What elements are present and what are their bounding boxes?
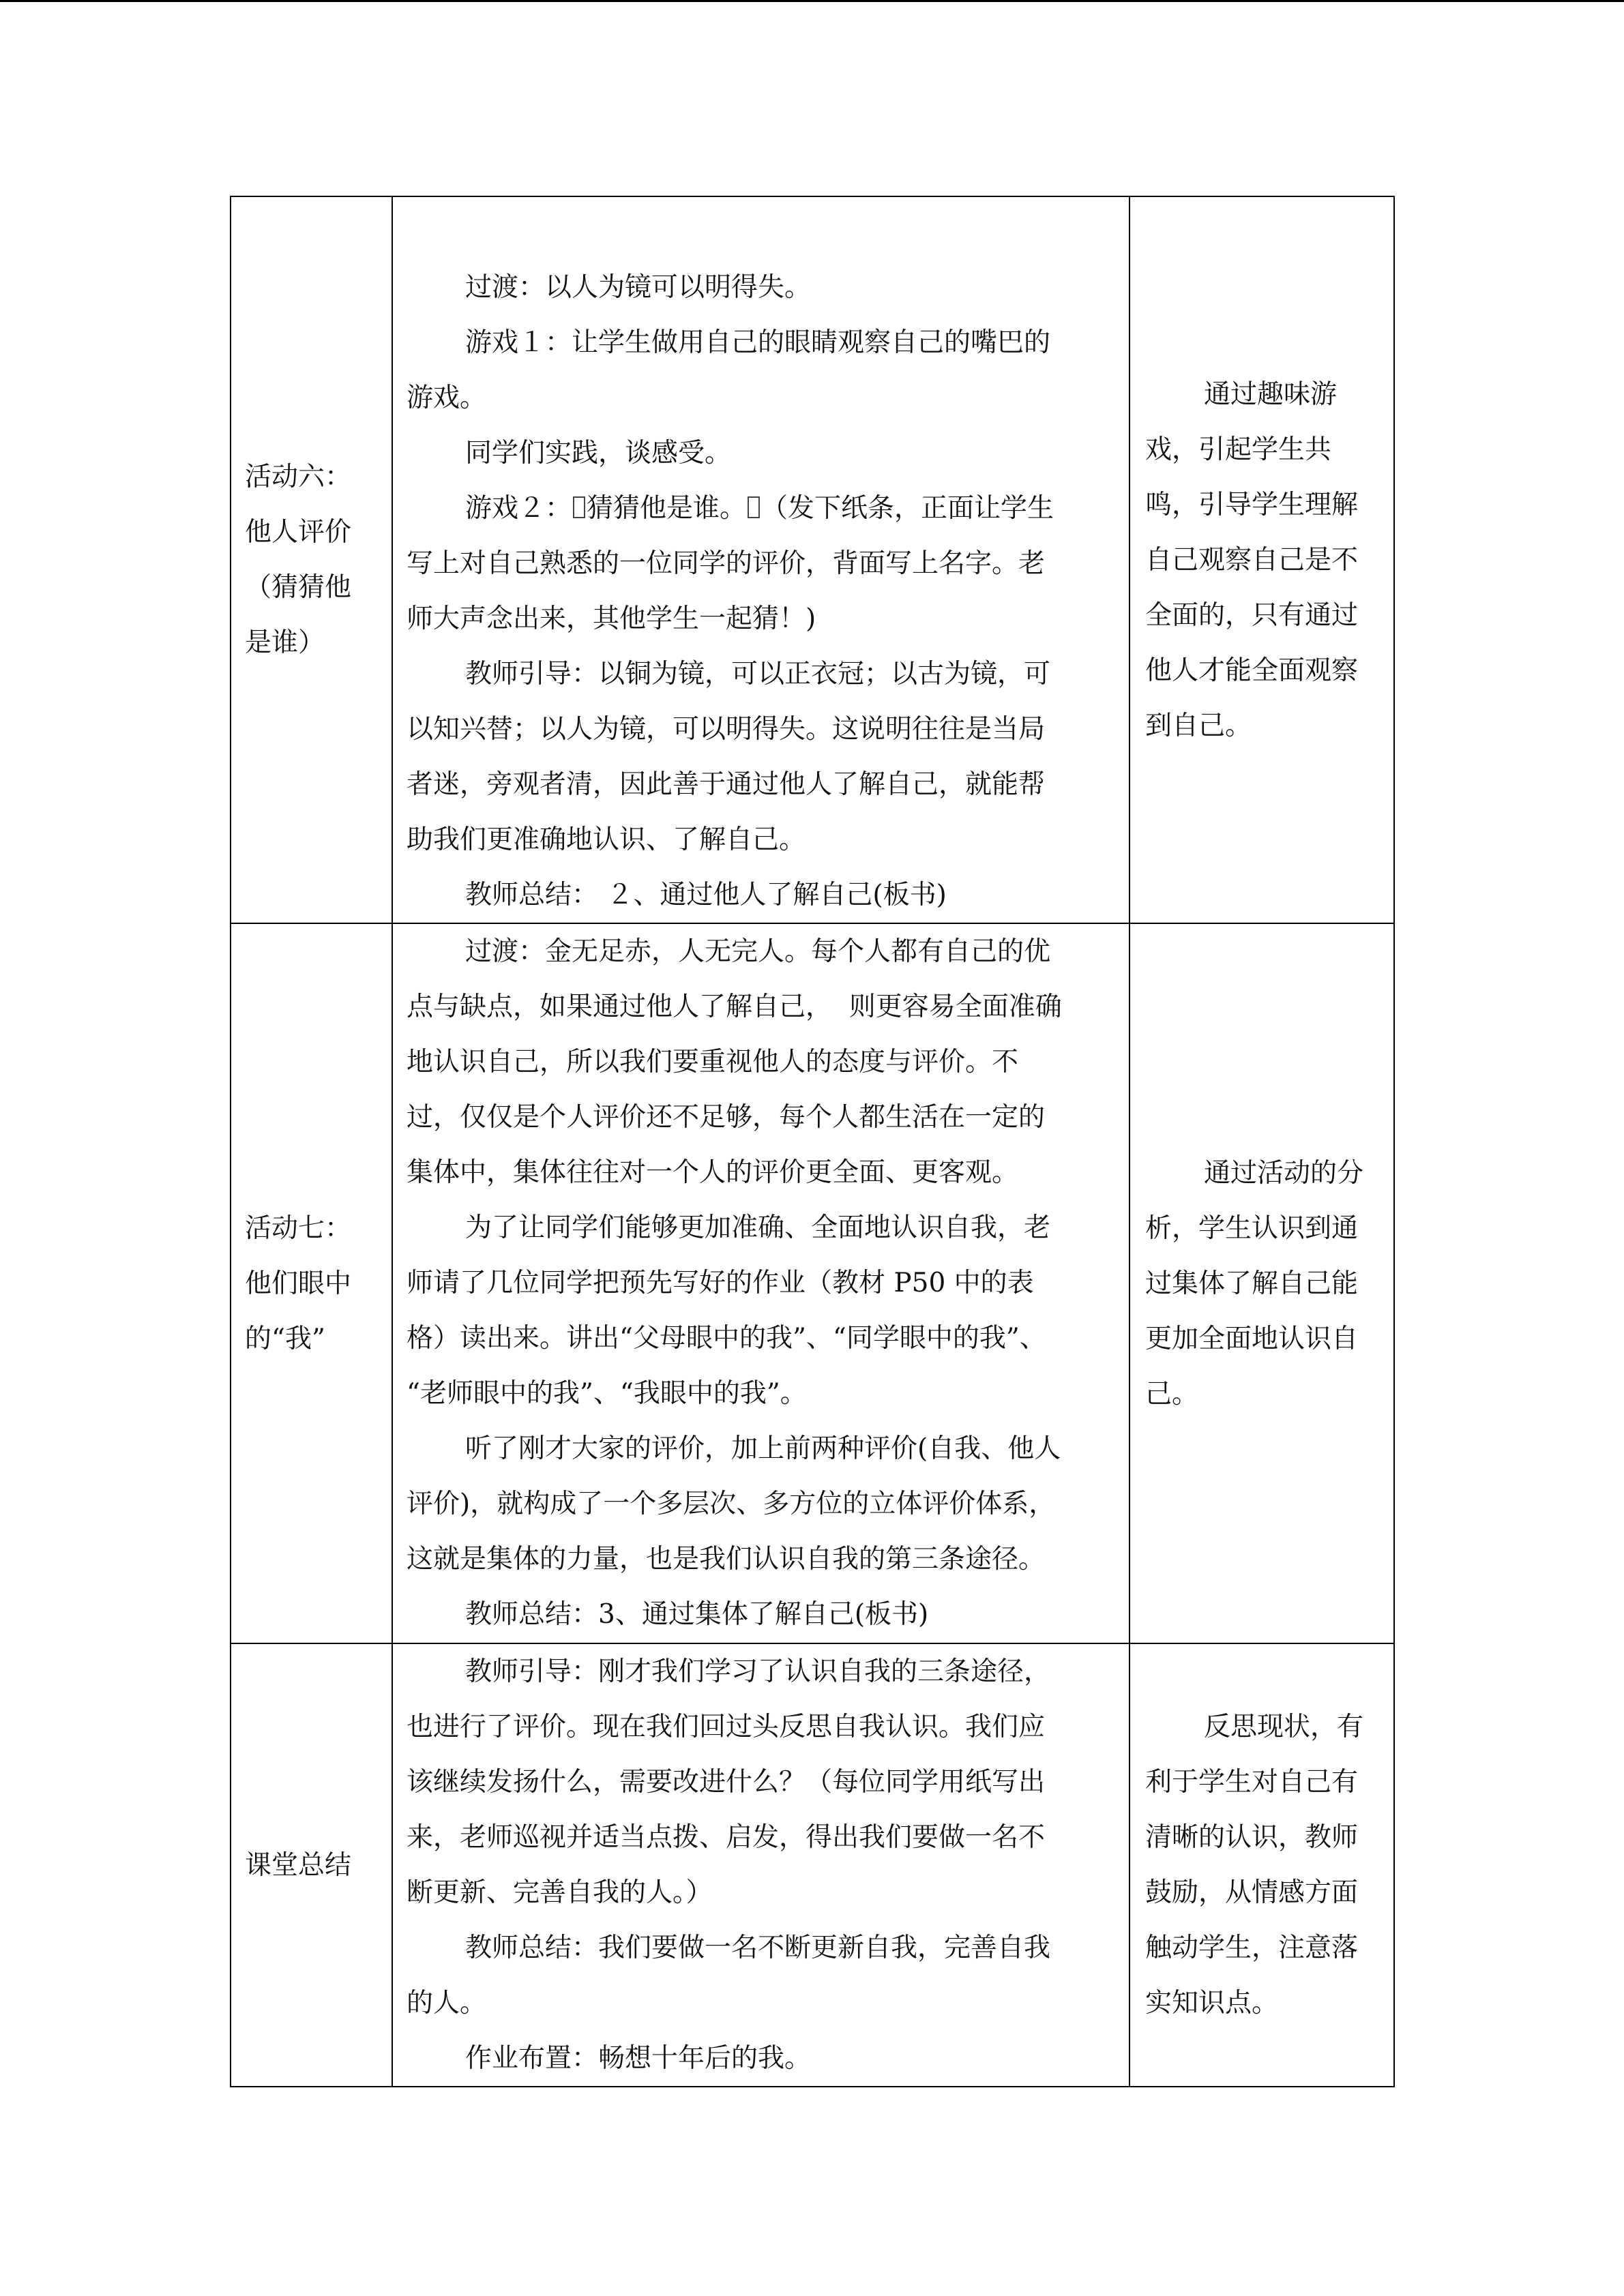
- purpose-line: 清晰的认识，教师: [1145, 1822, 1359, 1853]
- content-line: 听了刚才大家的评价，加上前两种评价(自我、他人: [465, 1433, 1061, 1464]
- content-line: 作业布置：畅想十年后的我。: [465, 2043, 812, 2074]
- summary-label-cell: [231, 1643, 392, 2087]
- purpose-line: 反思现状，有: [1204, 1712, 1364, 1742]
- content-line: 的人。: [407, 1988, 487, 2018]
- content-line: 来，老师巡视并适当点拨、启发，得出我们要做一名不: [407, 1822, 1046, 1853]
- row-class-summary: [231, 1643, 1394, 2087]
- row-label-line: 活动七：: [245, 1212, 352, 1244]
- content-line: 过渡：金无足赤，人无完人。每个人都有自己的优: [465, 936, 1051, 967]
- purpose-line: 过集体了解自己能: [1145, 1268, 1359, 1299]
- purpose-line: 析，学生认识到通: [1145, 1212, 1359, 1244]
- purpose-line: 戏，引起学生共: [1145, 434, 1332, 465]
- row-activity-6: [231, 196, 1394, 923]
- content-line: 格）读出来。讲出“父母眼中的我”、“同学眼中的我”、: [407, 1323, 1046, 1354]
- content-line: 过渡：以人为镜可以明得失。: [465, 272, 812, 303]
- lesson-plan-table: [230, 196, 1395, 2087]
- purpose-line: 自己观察自己是不: [1145, 544, 1359, 576]
- purpose-line: 他人才能全面观察: [1145, 655, 1359, 686]
- purpose-line: 实知识点。: [1145, 1988, 1279, 2018]
- purpose-line: 利于学生对自己有: [1145, 1767, 1359, 1798]
- content-line: 师大声念出来，其他学生一起猜！): [407, 603, 816, 634]
- content-line: 写上对自己熟悉的一位同学的评价，背面写上名字。老: [407, 548, 1046, 579]
- content-line: “老师眼中的我”、“我眼中的我”。: [407, 1378, 807, 1409]
- row-label-line: 他人评价: [245, 517, 352, 548]
- summary-purpose-cell: [1130, 1643, 1394, 2087]
- content-line: 断更新、完善自我的人。）: [407, 1877, 713, 1908]
- content-line: 集体中，集体往往对一个人的评价更全面、更客观。: [407, 1157, 1019, 1188]
- activity-6-label-cell: [231, 196, 392, 923]
- content-line: 师请了几位同学把预先写好的作业（教材 P50 中的表: [407, 1268, 1034, 1298]
- content-line: 游戏。: [407, 383, 487, 413]
- content-line: 评价)，就构成了一个多层次、多方位的立体评价体系，: [407, 1489, 1056, 1519]
- purpose-line: 己。: [1145, 1378, 1199, 1410]
- missing-glyph-box: [573, 496, 585, 518]
- purpose-line: 到自己。: [1145, 710, 1252, 741]
- content-line: 教师引导：以铜为镜，可以正衣冠；以古为镜，可: [465, 659, 1051, 689]
- content-line: 过，仅仅是个人评价还不足够，每个人都生活在一定的: [407, 1102, 1046, 1133]
- row-label-line: 活动六：: [245, 462, 352, 492]
- top-border-line: [0, 0, 1624, 2]
- row-label-line: 的“我”: [245, 1323, 325, 1354]
- game-2-prefix: 游戏２：: [465, 493, 572, 524]
- purpose-line: 通过趣味游: [1204, 378, 1338, 410]
- content-line: 助我们更准确地认识、了解自己。: [407, 824, 806, 855]
- activity-6-purpose-cell: [1130, 196, 1394, 923]
- content-line: 该继续发扬什么，需要改进什么？（每位同学用纸写出: [407, 1767, 1046, 1798]
- content-line: 教师总结：3、通过集体了解自己(板书): [465, 1599, 929, 1630]
- content-line: 这就是集体的力量，也是我们认识自我的第三条途径。: [407, 1544, 1046, 1575]
- content-line: 地认识自己，所以我们要重视他人的态度与评价。不: [407, 1047, 1019, 1077]
- missing-glyph-box: [748, 496, 760, 518]
- purpose-line: 鸣，引导学生理解: [1145, 489, 1359, 520]
- row-label-line: 课堂总结: [245, 1849, 352, 1881]
- row-activity-7: [231, 923, 1394, 1643]
- content-line-game-2: [407, 481, 1102, 536]
- row-label-line: 他们眼中: [245, 1268, 352, 1299]
- purpose-line: 通过活动的分: [1204, 1157, 1364, 1189]
- content-line: 也进行了评价。现在我们回过头反思自我认识。我们应: [407, 1712, 1046, 1742]
- content-line: 以知兴替；以人为镜，可以明得失。这说明往往是当局: [407, 714, 1046, 745]
- purpose-line: 鼓励，从情感方面: [1145, 1877, 1359, 1908]
- summary-content-cell: [392, 1643, 1130, 2087]
- content-line: 者迷，旁观者清，因此善于通过他人了解自己，就能帮: [407, 769, 1046, 800]
- row-label-line: 是谁）: [245, 627, 325, 658]
- content-line: 教师引导：刚才我们学习了认识自我的三条途径，: [465, 1656, 1051, 1687]
- content-line: 游戏１：让学生做用自己的眼睛观察自己的嘴巴的: [465, 327, 1051, 358]
- game-2-suffix: （发下纸条，正面让学生: [761, 493, 1054, 524]
- purpose-line: 更加全面地认识自: [1145, 1323, 1359, 1354]
- activity-6-content-cell: [392, 196, 1130, 923]
- activity-7-purpose-cell: [1130, 923, 1394, 1643]
- purpose-line: 触动学生，注意落: [1145, 1933, 1359, 1963]
- content-line: 教师总结：我们要做一名不断更新自我，完善自我: [465, 1933, 1051, 1963]
- row-label-line: （猜猜他: [245, 572, 352, 603]
- activity-7-content-cell: [392, 923, 1130, 1643]
- activity-7-label-cell: [231, 923, 392, 1643]
- content-line: 为了让同学们能够更加准确、全面地认识自我，老: [465, 1212, 1051, 1243]
- content-line: 教师总结： ２、通过他人了解自己(板书): [465, 880, 947, 910]
- purpose-line: 全面的，只有通过: [1145, 599, 1359, 631]
- game-2-title: 猜猜他是谁。: [587, 493, 747, 524]
- content-line: 同学们实践，谈感受。: [465, 438, 732, 468]
- content-line: 点与缺点，如果通过他人了解自己， 则更容易全面准确: [407, 992, 1062, 1022]
